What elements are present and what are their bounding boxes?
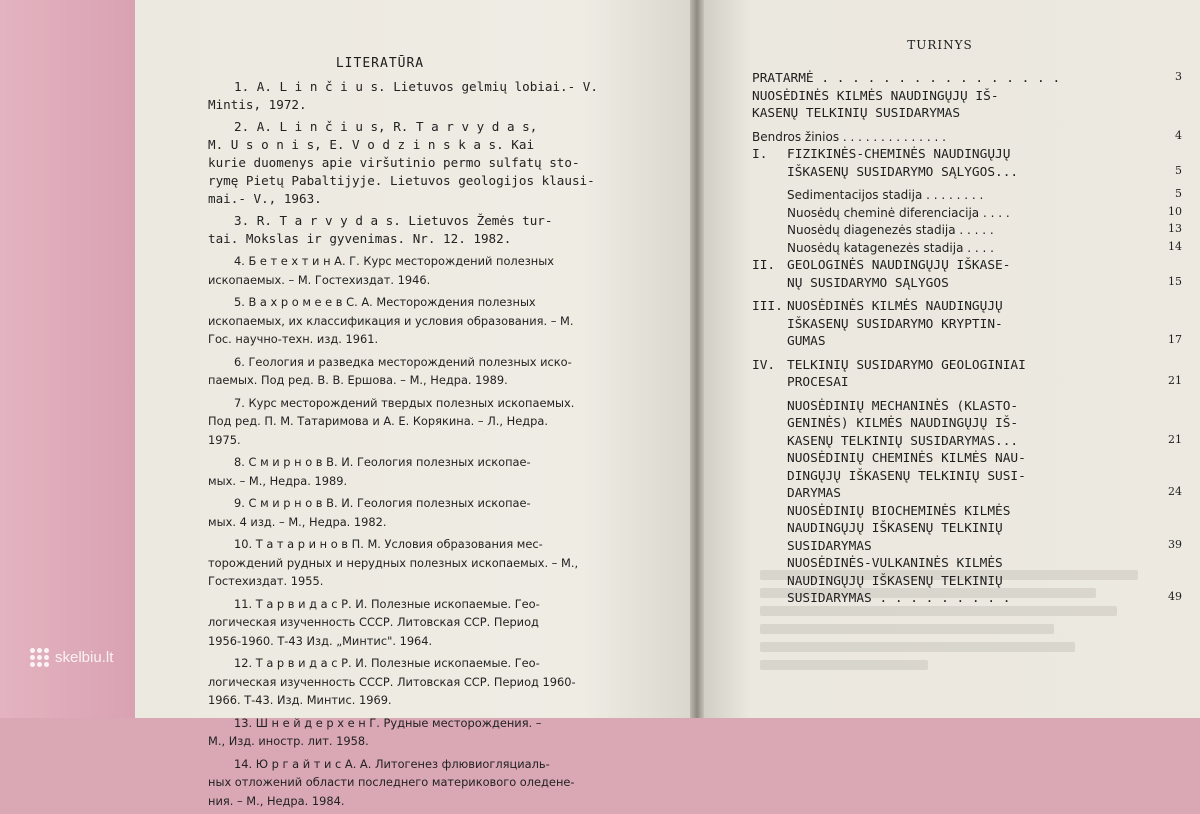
literature-entry-line: 8. С м и р н о в В. И. Геология полезных ископае-: [234, 455, 531, 469]
contents-page-number: 21: [1168, 432, 1182, 446]
book-gutter: [690, 0, 704, 718]
contents-row-text: PRATARMĖ . . . . . . . . . . . . . . . .: [752, 71, 1061, 86]
literature-entry-line: Mintis, 1972.: [208, 97, 307, 112]
literature-entry: [208, 293, 678, 349]
contents-row-text: Sedimentacijos stadija . . . . . . . .: [787, 188, 984, 202]
literature-entry-line: 1. A. L i n č i u s. Lietuvos gelmių lobiai.- V.: [234, 79, 598, 94]
literature-entry-line: tai. Mokslas ir gyvenimas. Nr. 12. 1982.: [208, 231, 512, 246]
contents-page-number: 5: [1175, 163, 1182, 177]
contents-row: [752, 222, 1182, 240]
contents-row-text: PROCESAI: [787, 375, 849, 390]
watermark: [30, 648, 113, 667]
contents-row: [752, 129, 1182, 147]
contents-row-text: Nuosėdų cheminė diferenciacija . . . .: [787, 205, 1010, 220]
contents-page-number: 4: [1175, 128, 1182, 142]
contents-row-text: NUOSĖDINĖS KILMĖS NAUDINGŲJŲ IŠ-: [752, 88, 999, 104]
contents-chapter-number: IV.: [752, 357, 776, 373]
contents-row-text: FIZIKINĖS-CHEMINĖS NAUDINGŲJŲ: [787, 147, 1011, 162]
literature-entry: [208, 453, 678, 490]
contents-page-number: 17: [1168, 333, 1182, 346]
contents-list: [752, 70, 1182, 608]
contents-row: [752, 187, 1182, 205]
literature-entry-line: Под ред. П. М. Татаримова и А. Е. Корякина. – Л., Недра.: [208, 414, 548, 428]
contents-row: [752, 88, 1182, 123]
literature-entry-line: 3. R. T a r v y d a s. Lietuvos Žemės tur-: [234, 213, 553, 228]
watermark-text: skelbiu.lt: [55, 649, 114, 666]
literature-entry-line: логическая изученность СССР. Литовская ССР. Период 1960-: [208, 674, 576, 689]
literature-entry: [208, 654, 678, 710]
contents-page-number: 39: [1168, 537, 1182, 551]
literature-entry-line: M. U s o n i s, E. V o d z i n s k a s. Kai: [208, 137, 535, 152]
literature-entry-line: 13. Ш н е й д е р х е н Г. Рудные месторождения. –: [234, 715, 542, 730]
contents-row: [752, 205, 1182, 223]
literature-entry-line: ископаемых, их классификация и условия образования. – М.: [208, 313, 574, 328]
literature-entry-line: 1956-1960. Т-43 Изд. „Минтис". 1964.: [208, 633, 433, 648]
contents-page-number: 5: [1175, 187, 1182, 200]
contents-row-text: GENINĖS) KILMĖS NAUDINGŲJŲ IŠ-: [787, 416, 1019, 431]
contents-page-number: 21: [1168, 374, 1182, 387]
literature-entry-line: 14. Ю р г а й т и с А. А. Литогенез флювиогляциаль-: [234, 756, 550, 771]
contents-row-text: GUMAS: [787, 334, 826, 349]
literature-entry-line: мых. 4 изд. – М., Недра. 1982.: [208, 514, 387, 529]
literature-entry: [208, 394, 678, 450]
literature-entry-line: Гос. научно-техн. изд. 1961.: [208, 332, 379, 346]
literature-entry-line: 2. A. L i n č i u s, R. T a r v y d a s,: [234, 119, 538, 134]
contents-chapter-number: I.: [752, 147, 768, 162]
literature-entry: [208, 118, 678, 208]
literature-entry-line: 9. С м и р н о в В. И. Геология полезных ископае-: [234, 496, 531, 510]
contents-page-number: 3: [1175, 70, 1182, 83]
contents-row-text: NUOSĖDINIŲ MECHANINĖS (KLASTO-: [787, 398, 1019, 414]
contents-row: [752, 146, 1182, 181]
contents-row-text: KASENŲ TELKINIŲ SUSIDARYMAS...: [787, 433, 1019, 449]
literature-entry: [208, 494, 678, 531]
contents-row-text: KASENŲ TELKINIŲ SUSIDARYMAS: [752, 106, 961, 121]
contents-row-text: NUOSĖDINIŲ CHEMINĖS KILMĖS NAU-: [787, 451, 1026, 466]
contents-row-text: Nuosėdų diagenezės stadija . . . . .: [787, 223, 994, 237]
contents-row: [752, 450, 1182, 503]
literature-entry-line: rymę Pietų Pabaltijyje. Lietuvos geologijos klausi-: [208, 173, 595, 188]
literature-entry-line: 4. Б е т е х т и н А. Г. Курс месторождений полезных: [234, 254, 554, 268]
contents-title: TURINYS: [907, 38, 973, 52]
contents-row-text: Nuosėdų katagenezės stadija . . . .: [787, 240, 994, 255]
watermark-dots-icon: [30, 648, 49, 667]
background-cloth: [0, 0, 135, 718]
literature-entry-line: паемых. Под ред. В. В. Ершова. – М., Недра. 1989.: [208, 373, 508, 387]
contents-row-text: NŲ SUSIDARYMO SĄLYGOS: [787, 275, 949, 291]
contents-row: [752, 503, 1182, 556]
literature-entry-line: логическая изученность СССР. Литовская ССР. Период: [208, 615, 539, 629]
literature-entry: [208, 535, 678, 591]
literature-entry-line: М., Изд. иностр. лит. 1958.: [208, 734, 369, 748]
literature-entry-line: 1975.: [208, 432, 241, 447]
contents-row-text: TELKINIŲ SUSIDARYMO GEOLOGINIAI: [787, 357, 1026, 373]
contents-row-text: DARYMAS: [787, 486, 841, 501]
contents-page-number: 49: [1168, 590, 1182, 603]
contents-page-number: 10: [1168, 204, 1182, 218]
contents-row: [752, 70, 1182, 88]
contents-row-text: NAUDINGŲJŲ IŠKASENŲ TELKINIŲ: [787, 521, 1003, 536]
contents-row-text: GEOLOGINĖS NAUDINGŲJŲ IŠKASE-: [787, 258, 1011, 273]
contents-row-text: Bendros žinios . . . . . . . . . . . . . .: [752, 129, 946, 144]
contents-row: [752, 298, 1182, 351]
contents-page-number: 14: [1168, 239, 1182, 253]
literature-entry-line: мых. – М., Недра. 1989.: [208, 473, 348, 488]
literature-entry: [208, 755, 678, 811]
contents-page-number: 13: [1168, 222, 1182, 235]
contents-row-text: NUOSĖDINĖS KILMĖS NAUDINGŲJŲ: [787, 299, 1003, 314]
contents-row: [752, 257, 1182, 292]
literature-entry-line: ния. – М., Недра. 1984.: [208, 793, 345, 808]
literature-entry-line: 7. Курс месторождений твердых полезных ископаемых.: [234, 395, 575, 410]
literature-entry: [208, 595, 678, 651]
literature-entry-line: mai.- V., 1963.: [208, 191, 322, 206]
contents-row-text: IŠKASENŲ SUSIDARYMO KRYPTIN-: [787, 316, 1003, 332]
literature-entry-line: 10. Т а т а р и н о в П. М. Условия образования мес-: [234, 537, 543, 551]
literature-entry-line: ископаемых. – М. Гостехиздат. 1946.: [208, 272, 431, 287]
literature-entry-line: 6. Геология и разведка месторождений полезных иско-: [234, 354, 572, 369]
contents-row-text: SUSIDARYMAS: [787, 538, 872, 554]
literature-entry: [208, 714, 678, 751]
contents-row: [752, 357, 1182, 392]
literature-entry-line: kurie duomenys apie viršutinio permo sulfatų sto-: [208, 155, 580, 170]
literature-title: LITERATŪRA: [335, 56, 425, 71]
literature-entry: [208, 353, 678, 390]
contents-chapter-number: III.: [752, 299, 783, 314]
literature-entry-line: 1966. Т-43. Изд. Минтис. 1969.: [208, 693, 392, 707]
contents-chapter-number: II.: [752, 258, 776, 273]
contents-row-text: SUSIDARYMAS . . . . . . . . .: [787, 591, 1011, 606]
contents-row-text: IŠKASENŲ SUSIDARYMO SĄLYGOS...: [787, 164, 1019, 180]
contents-page-number: 24: [1168, 485, 1182, 498]
contents-row: [752, 240, 1182, 258]
literature-entry-line: торождений рудных и нерудных полезных ископаемых. – М.,: [208, 555, 579, 570]
literature-entry-line: 5. В а х р о м е е в С. А. Месторождения полезных: [234, 295, 536, 309]
contents-row: [752, 555, 1182, 608]
contents-row: [752, 398, 1182, 451]
literature-entry: [208, 212, 678, 248]
contents-row-text: NAUDINGŲJŲ IŠKASENŲ TELKINIŲ: [787, 573, 1003, 589]
contents-page-number: 15: [1168, 274, 1182, 288]
contents-row-text: NUOSĖDINĖS-VULKANINĖS KILMĖS: [787, 556, 1003, 571]
literature-entry-line: Гостехиздат. 1955.: [208, 574, 324, 588]
contents-row-text: NUOSĖDINIŲ BIOCHEMINĖS KILMĖS: [787, 503, 1011, 519]
literature-entry: [208, 252, 678, 289]
literature-list: [208, 78, 678, 814]
contents-row-text: DINGŲJŲ IŠKASENŲ TELKINIŲ SUSI-: [787, 468, 1026, 484]
literature-entry-line: 11. Т а р в и д а с Р. И. Полезные ископаемые. Гео-: [234, 596, 540, 611]
literature-entry-line: ных отложений области последнего материкового оледене-: [208, 775, 575, 789]
literature-entry: [208, 78, 678, 114]
literature-entry-line: 12. Т а р в и д а с Р. И. Полезные ископаемые. Гео-: [234, 656, 540, 670]
